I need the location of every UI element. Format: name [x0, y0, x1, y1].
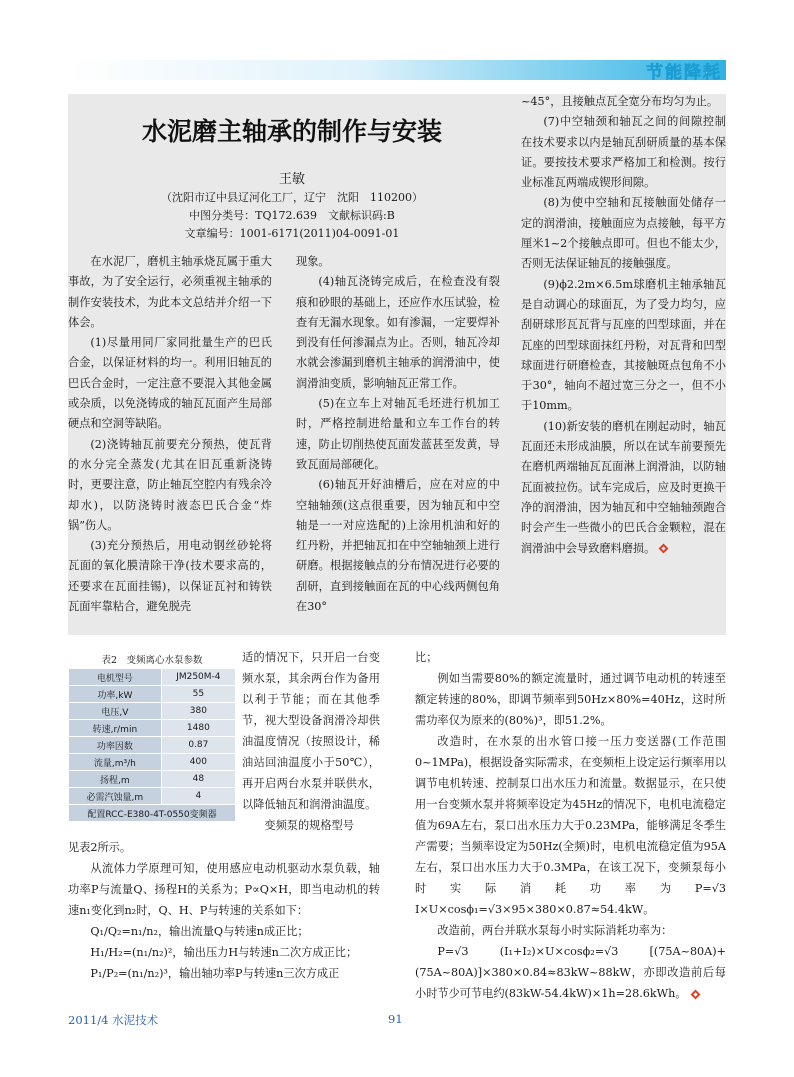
article-author: 王敏	[278, 172, 305, 187]
table-row	[69, 754, 236, 771]
paragraph: 从流体力学原理可知，使用感应电动机驱动水泵负载，轴功率P与流量Q、扬程H的关系为；P∝Q×H，即当电动机的转速n₁变化到n₂时，Q、H、P与转速的关系如下：	[68, 862, 380, 917]
table-row	[69, 669, 236, 686]
paragraph: 变频泵的规格型号	[264, 819, 354, 832]
paragraph: 改造时，在水泵的出水管口接一压力变送器(工作范围0~1MPa)，根据设备实际需求，在变频柜上设定运行频率用以调节电机转速、控制泵口出水压力和流量。数据显示，在只使用一台变频水泵并将频率设定为45Hz的情况下，电机电流稳定值为69A左右，泵口出水压力大于0.23MPa，能够满足冬季生产需要；当频率设定为50Hz(全频)时，电机电流稳定值为95A左右，泵口出水压力大于0.3MPa，在该工况下，变频泵每小时实际消耗功率为P=√3 I×U×cosϕ₁=√3×95×380×0.87≈54.4kW。	[415, 735, 726, 916]
author-affiliation: （沈阳市辽中县辽河化工厂，辽宁 沈阳 110200）	[161, 191, 423, 204]
classification-line: 中图分类号：TQ172.639 文献标识码:B	[189, 209, 395, 222]
pump-spec-table	[68, 668, 236, 822]
formula-line: H₁/H₂=(n₁/n₂)²，输出压力H与转速n二次方成正比；	[90, 946, 358, 959]
paragraph: (7)中空轴颈和轴瓦之间的间隙控制在技术要求以内是轴瓦刮研质量的基本保证。要按技术要求严格加工和检测。按行业标准瓦两端成锲形间隙。	[521, 115, 726, 190]
table-row	[69, 788, 236, 805]
paragraph-with-end-mark	[521, 417, 726, 559]
table-value: JM250M-4	[161, 669, 235, 686]
paragraph: 现象。	[296, 255, 330, 268]
column-left-bottom	[68, 837, 380, 984]
table-value: 1480	[161, 720, 235, 737]
formula-text: P=√3 (I₁+I₂)×U×cosϕ₂=√3 [(75A~80A)+(75A~80A)]×380×0.84≈83kW~88kW，亦即改造前后每小时节少可节电约(83kW-54.4kW)×1h=28.6kWh。	[415, 945, 726, 1000]
paragraph: 适的情况下，只开启一台变频水泵，其余两台作为备用以利于节能；而在其他季节，视大型设备润滑冷却供油温度情况（按照设计，稀油站回油温度小于50℃），再开启两台水泵并联供水，以降低轴瓦和润滑油温度。	[242, 651, 380, 811]
table-value: 48	[161, 771, 235, 788]
paragraph: 比；	[415, 651, 438, 664]
paragraph: (4)轴瓦浇铸完成后，在检查没有裂痕和砂眼的基础上，还应作水压试验，检查有无漏水现象。如有渗漏，一定要焊补到没有任何渗漏点为止。否则，轴瓦冷却水就会渗漏到磨机主轴承的润滑油中，使润滑油变质，影响轴瓦正常工作。	[296, 275, 500, 390]
article-number-line: 文章编号：1001-6171(2011)04-0091-01	[184, 227, 400, 240]
table-row	[69, 720, 236, 737]
paragraph: (8)为使中空轴和瓦接触面处储存一定的润滑油，接触面应为点接触，每平方厘米1~2个接触点即可。但也不能太少，否则无法保证轴瓦的接触强度。	[521, 196, 726, 271]
table-key: 电压,V	[69, 703, 162, 720]
table-value: 400	[161, 754, 235, 771]
table-note: 配置RCC-E380-4T-0550变频器	[69, 805, 236, 822]
paragraph: 见表2所示。	[68, 841, 132, 854]
formula-line: P₁/P₂=(n₁/n₂)³，输出轴功率P与转速n三次方成正	[90, 967, 340, 980]
table-row	[69, 805, 236, 822]
table-value: 55	[161, 686, 235, 703]
paragraph-text: (10)新安装的磨机在刚起动时，轴瓦瓦面还未形成油膜，所以在试车前要预先在磨机两端轴瓦瓦面淋上润滑油，以防轴瓦面被拉伤。试车完成后，应及时更换干净的润滑油，因为轴瓦和中空轴轴颈跑合时会产生一些微小的巴氏合金颗粒，混在润滑油中会导致磨料磨损。	[521, 419, 726, 555]
column-right-bottom	[415, 647, 726, 1004]
column-middle	[296, 252, 500, 617]
column-left	[68, 252, 272, 617]
table-row	[69, 771, 236, 788]
table-value: 4	[161, 788, 235, 805]
page-number: 91	[388, 1012, 403, 1026]
article-title: 水泥磨主轴承的制作与安装	[141, 117, 442, 146]
table-key: 转速,r/min	[69, 720, 162, 737]
paragraph: (6)轴瓦开好油槽后，应在对应的中空轴轴颈(这点很重要，因为轴瓦和中空轴是一一对应选配的)上涂用机油和好的红丹粉，并把轴瓦扣在中空轴轴颈上进行研磨。根据接触点的分布情况进行必要的刮研，直到接触面在瓦的中心线两侧包角在30°	[296, 478, 500, 614]
column-right-top	[521, 92, 726, 559]
table-row	[69, 686, 236, 703]
paragraph: (3)充分预热后，用电动钢丝砂轮将瓦面的氧化膜清除干净(技术要求高的，还要求在瓦面挂锡)，以保证瓦衬和铸铁瓦面牢靠粘合，避免脱壳	[68, 539, 272, 614]
paragraph: ~45°，且接触点瓦全宽分布均匀为止。	[521, 95, 719, 108]
paragraph: (2)浇铸轴瓦前要充分预热，使瓦背的水分完全蒸发(尤其在旧瓦重新浇铸时，更要注意，防止轴瓦空腔内有残余冷却水)，以防浇铸时液态巴氏合金“炸锅”伤人。	[68, 437, 272, 532]
table-key: 扬程,m	[69, 771, 162, 788]
formula-line: Q₁/Q₂=n₁/n₂，输出流量Q与转速n成正比；	[90, 925, 309, 938]
end-mark-icon	[659, 544, 669, 554]
table-key: 功率,kW	[69, 686, 162, 703]
header-banner	[68, 60, 726, 80]
table-row	[69, 737, 236, 754]
section-tag: 节能降耗	[646, 63, 722, 83]
paragraph: 例如当需要80%的额定流量时，通过调节电动机的转速至额定转速的80%，即调节频率到50Hz×80%=40Hz，这时所需功率仅为原来的(80%)³，即51.2%。	[415, 672, 726, 727]
table-key: 电机型号	[69, 669, 162, 686]
table-value: 0.87	[161, 737, 235, 754]
paragraph: (9)ϕ2.2m×6.5m球磨机主轴承轴瓦是自动调心的球面瓦，为了受力均匀，应刮研球形瓦瓦背与瓦座的凹型球面，并在瓦座的凹型球面抹红丹粉，对瓦背和凹型球面进行研磨检查，其接触斑点包角不小于30°，轴向不超过宽三分之一，但不小于10mm。	[521, 277, 726, 413]
table-key: 功率因数	[69, 737, 162, 754]
table-caption: 表2 变频离心水泵参数	[101, 655, 203, 666]
table-value: 380	[161, 703, 235, 720]
table-key: 流量,m³/h	[69, 754, 162, 771]
paragraph-with-end-mark	[415, 941, 726, 1004]
footer-journal: 2011/4 水泥技术	[68, 1013, 159, 1027]
table-row	[69, 703, 236, 720]
paragraph: 在水泥厂，磨机主轴承烧瓦属于重大事故，为了安全运行，必须重视主轴承的制作安装技术，为此本文总结并介绍一下体会。	[68, 255, 272, 329]
paragraph: 改造前，两台并联水泵每小时实际消耗功率为：	[437, 924, 673, 937]
column-mid-bottom	[242, 647, 380, 836]
end-mark-icon	[690, 989, 700, 999]
paragraph: (1)尽量用同厂家同批量生产的巴氏合金，以保证材料的均一。利用旧轴瓦的巴氏合金时，一定注意不要混入其他金属或杂质，以免浇铸成的轴瓦瓦面产生局部硬点和空洞等缺陷。	[68, 336, 272, 431]
paragraph: (5)在立车上对轴瓦毛坯进行机加工时，严格控制进给量和立车工作台的转速，防止切削热使瓦面发蓝甚至发黄，导致瓦面局部硬化。	[296, 397, 500, 471]
table-key: 必需汽蚀量,m	[69, 788, 162, 805]
